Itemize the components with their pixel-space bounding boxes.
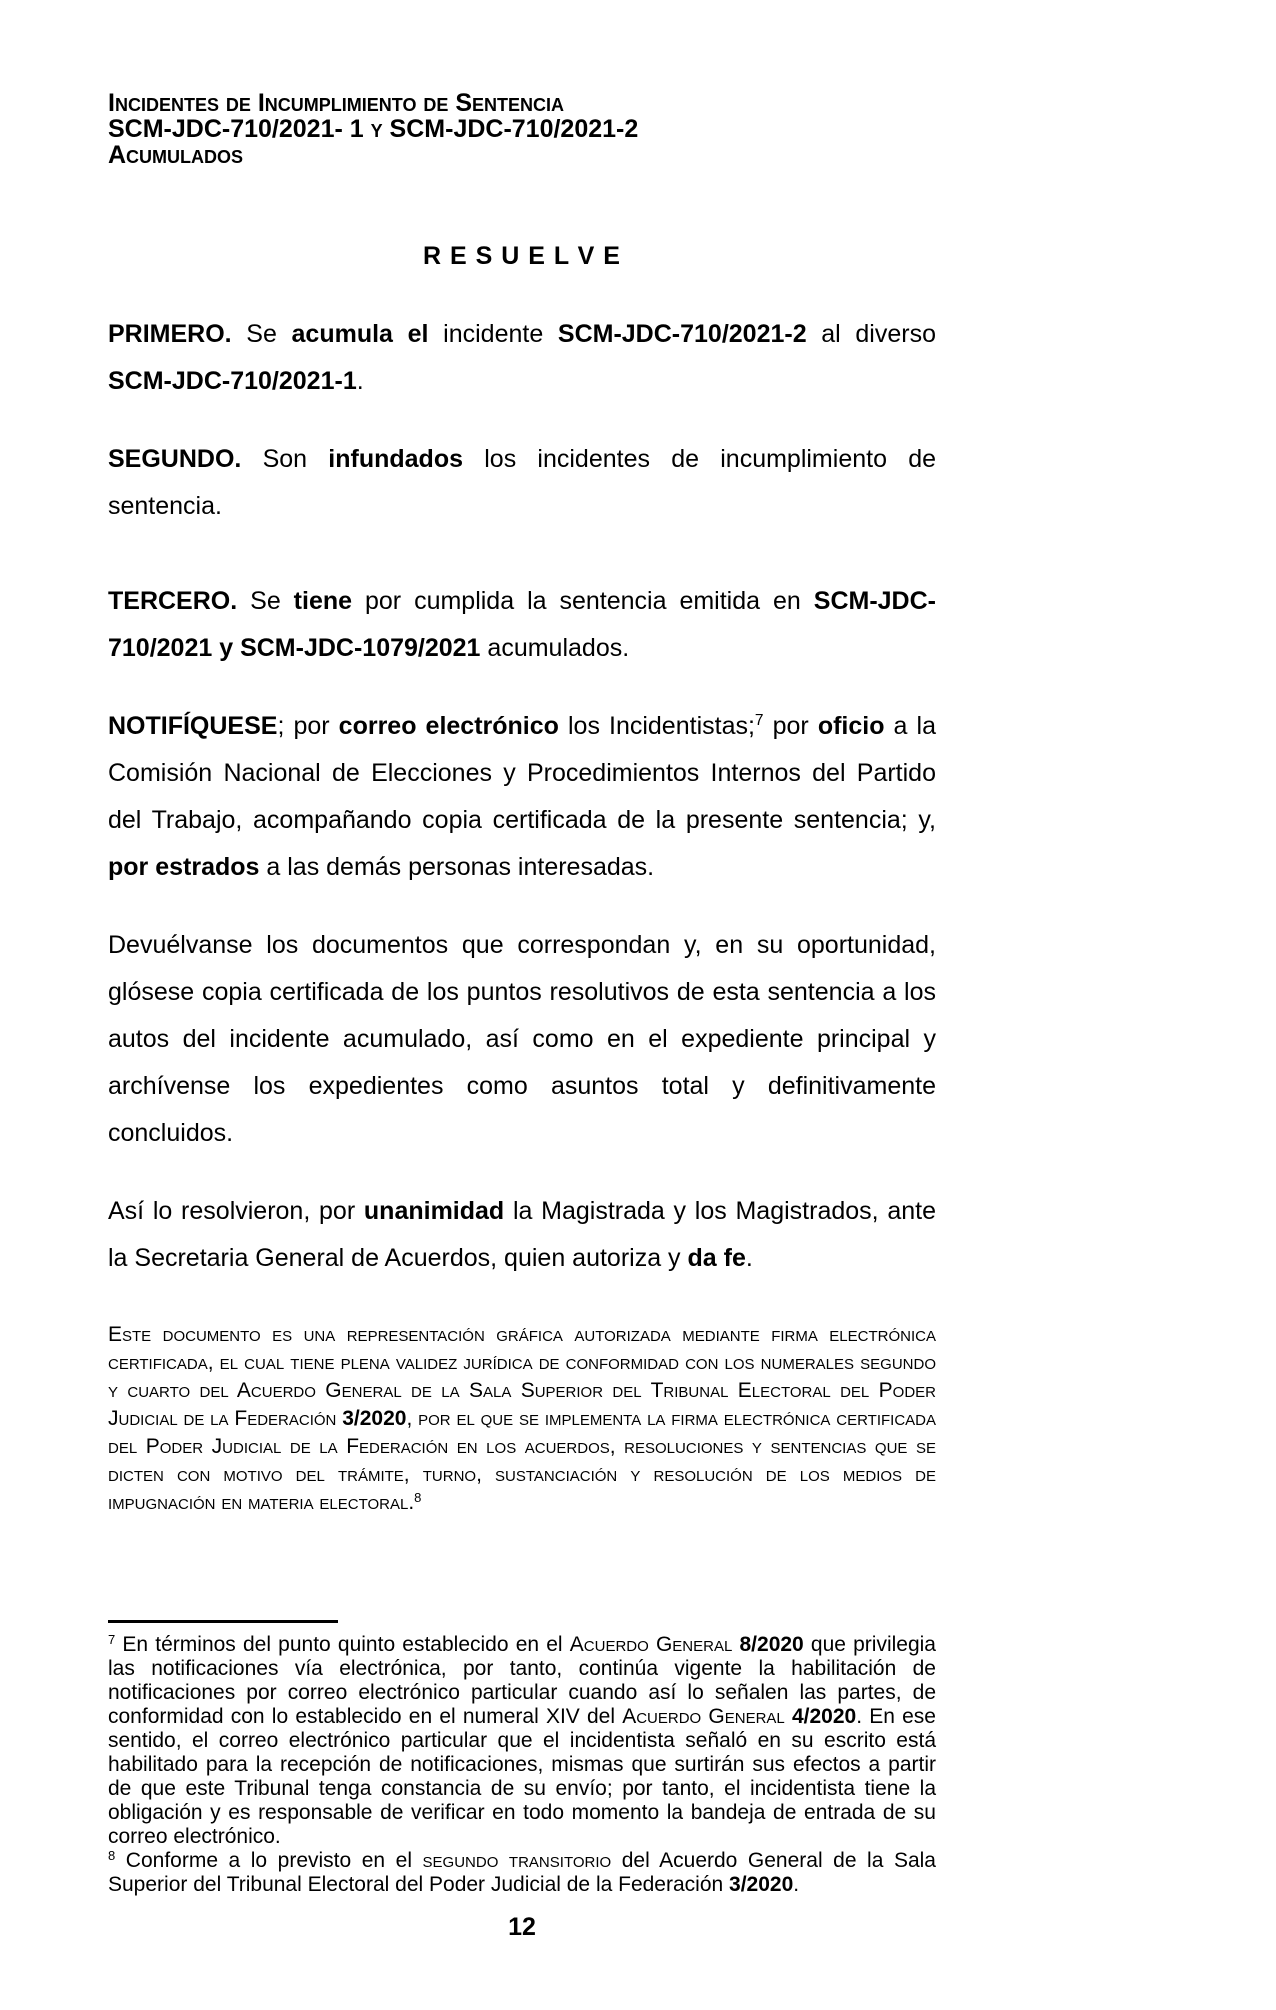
resolutive-point-primero: PRIMERO. Se acumula el incidente SCM-JDC-710/2021-2 al diverso SCM-JDC-710/2021-1.	[108, 320, 936, 395]
resolutive-point-segundo: SEGUNDO. Son infundados los incidentes de incumplimiento de sentencia.	[108, 445, 936, 520]
resolution-closing-paragraph: Así lo resolvieron, por unanimidad la Magistrada y los Magistrados, ante la Secretaria General de Acuerdos, quien autoriza y da fe.	[108, 1197, 936, 1272]
case-header-line-1: Incidentes de Incumplimiento de Sentencia	[108, 89, 565, 117]
footnote-7: $^7$ En términos del punto quinto establecido en el Acuerdo General 8/2020 que privilegia las notificaciones vía electrónica, por tanto, continúa vigente la habilitación de notificaciones por correo electrónico particular cuando así lo señalen las partes, de conformidad con lo establecido en el numeral XIV del Acuerdo General 4/2020. En ese sentido, el correo electrónico particular que el incidentista señaló en su escrito está habilitado para la recepción de notificaciones, mismas que surtirán sus efectos a partir de que este Tribunal tenga constancia de su envío; por tanto, el incidentista tiene la obligación y es responsable de verificar en todo momento la bandeja de entrada de su correo electrónico.	[108, 1631, 936, 1848]
page-number: 12	[508, 1913, 536, 1941]
document-content	[108, 90, 936, 1940]
footnotes	[108, 1633, 936, 1897]
case-header-line-3: Acumulados	[108, 141, 244, 169]
footnote-separator	[108, 1620, 338, 1623]
archive-paragraph: Devuélvanse los documentos que correspondan y, en su oportunidad, glósese copia certificada de los puntos resolutivos de esta sentencia a los autos del incidente acumulado, así como en el expediente principal y archívense los expedientes como asuntos total y definitivamente concluidos.	[108, 931, 936, 1147]
case-header	[108, 90, 936, 168]
footnote-8: $^8$ Conforme a lo previsto en el segundo transitorio del Acuerdo General de la Sala Superior del Tribunal Electoral del Poder Judicial de la Federación 3/2020.	[108, 1847, 936, 1896]
case-header-line-2: SCM-JDC-710/2021- 1 y SCM-JDC-710/2021-2	[108, 115, 639, 143]
resolutive-point-tercero: TERCERO. Se tiene por cumplida la sentencia emitida en SCM-JDC-710/2021 y SCM-JDC-1079/2021 acumulados.	[108, 587, 936, 662]
notification-paragraph: NOTIFÍQUESE; por correo electrónico los Incidentistas;$^7$ por oficio a la Comisión Nacional de Elecciones y Procedimientos Internos del Partido del Trabajo, acompañando copia certificada de la presente sentencia; y, por estrados a las demás personas interesadas.	[108, 712, 936, 881]
resuelve-title: R E S U E L V E	[423, 242, 621, 270]
electronic-signature-notice: Este documento es una representación gráfica autorizada mediante firma electrónica certificada, el cual tiene plena validez jurídica de conformidad con los numerales segundo y cuarto del Acuerdo General de la Sala Superior del Tribunal Electoral del Poder Judicial de la Federación 3/2020, por el que se implementa la firma electrónica certificada del Poder Judicial de la Federación en los acuerdos, resoluciones y sentencias que se dicten con motivo del trámite, turno, sustanciación y resolución de los medios de impugnación en materia electoral.$^8$	[108, 1323, 936, 1514]
